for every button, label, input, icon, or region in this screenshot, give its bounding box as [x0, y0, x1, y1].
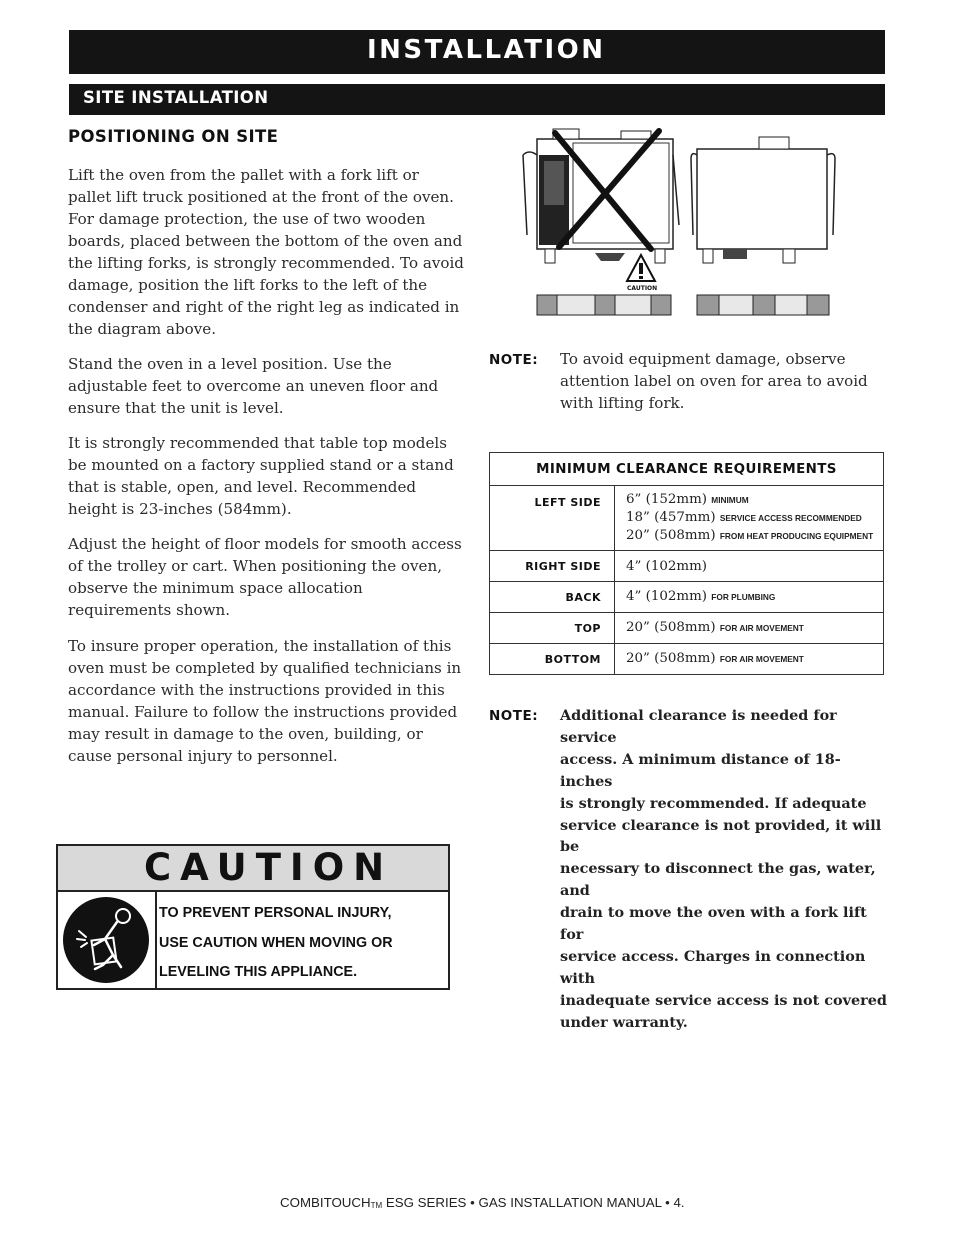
footer-brand: COMBITOUCH: [280, 1195, 371, 1210]
note2-line: inadequate service access is not covered: [560, 991, 887, 1009]
note2-line: is strongly recommended. If adequate: [560, 794, 867, 812]
table-row: [490, 551, 884, 582]
row-label: BOTTOM: [490, 644, 615, 675]
section-title: SITE INSTALLATION: [83, 88, 269, 107]
table-row: [490, 644, 884, 675]
section-title-bar: [69, 84, 885, 115]
paragraph-operation: To insure proper operation, the installation of this oven must be completed by qualified technicians in accordance with the instructions provided in this manual. Failure to follow the instructions provided may result in damage to the oven, building, or cause personal injury to personnel.: [68, 637, 462, 765]
note2-line: service access. Charges in connection with: [560, 947, 866, 987]
page-footer: [280, 1195, 685, 1210]
paragraph-level: Stand the oven in a level position. Use the adjustable feet to overcome an uneven floor and ensure that the unit is level.: [68, 355, 439, 417]
diagram-caution-label: CAUTION: [627, 285, 658, 292]
caution-line: LEVELING THIS APPLIANCE.: [159, 964, 358, 980]
note2-line: service clearance is not provided, it will be: [560, 816, 882, 856]
note2-text: [560, 705, 890, 1034]
footer-text: ESG SERIES • GAS INSTALLATION MANUAL • 4.: [382, 1195, 685, 1210]
row-value: [615, 551, 884, 582]
value-text: 20” (508mm): [626, 528, 716, 543]
row-label: RIGHT SIDE: [490, 551, 615, 582]
clearance-table: [489, 452, 884, 675]
note1-text: To avoid equipment damage, observe attention label on oven for area to avoid with lifting fork.: [560, 350, 868, 412]
note2-line: drain to move the oven with a fork lift for: [560, 904, 867, 944]
caution-line: TO PREVENT PERSONAL INJURY,: [159, 905, 392, 921]
row-label: LEFT SIDE: [490, 486, 615, 551]
caution-header: [58, 846, 448, 892]
caution-line: USE CAUTION WHEN MOVING OR: [159, 934, 393, 951]
paragraph-stand: It is strongly recommended that table top models be mounted on a factory supplied stand or a stand that is stable, open, and level. Recommended height is 23-inches (584mm).: [68, 434, 454, 518]
value-note: FOR AIR MOVEMENT: [719, 623, 804, 633]
row-value: [615, 644, 884, 675]
caution-icon-cell: [58, 890, 157, 988]
paragraph-height: Adjust the height of floor models for smooth access of the trolley or cart. When positioning the oven, observe the minimum space allocation requirements shown.: [68, 535, 462, 619]
caution-message: [159, 899, 439, 988]
positioning-heading: POSITIONING ON SITE: [68, 127, 279, 146]
row-label: BACK: [490, 582, 615, 613]
oven-forklift-diagram: [515, 125, 855, 325]
row-value: [615, 582, 884, 613]
note1-label: NOTE:: [489, 352, 539, 368]
value-text: 20” (508mm): [626, 620, 716, 635]
note2-line: necessary to disconnect the gas, water, and: [560, 860, 876, 900]
value-note: MINIMUM: [711, 495, 749, 505]
table-row: [490, 582, 884, 613]
row-label: TOP: [490, 613, 615, 644]
value-note: FROM HEAT PRODUCING EQUIPMENT: [719, 531, 874, 541]
value-text: 18” (457mm): [626, 510, 716, 525]
value-text: 4” (102mm): [626, 558, 708, 574]
table-row: [490, 613, 884, 644]
note2-line: under warranty.: [560, 1013, 688, 1031]
clearance-table-title: MINIMUM CLEARANCE REQUIREMENTS: [490, 453, 884, 486]
value-note: FOR AIR MOVEMENT: [719, 654, 804, 664]
value-text: 6” (152mm): [626, 492, 708, 507]
page-title: INSTALLATION: [367, 35, 606, 65]
person-lifting-box-icon: [61, 895, 151, 985]
caution-box: [56, 844, 450, 990]
note2-line: access. A minimum distance of 18-inches: [560, 750, 841, 790]
table-row: [490, 486, 884, 551]
value-note: FOR PLUMBING: [711, 592, 776, 602]
note2-line: Additional clearance is needed for service: [560, 707, 837, 746]
value-text: 20” (508mm): [626, 651, 716, 666]
row-value: [615, 613, 884, 644]
value-note: SERVICE ACCESS RECOMMENDED: [719, 513, 862, 523]
value-text: 4” (102mm): [626, 589, 708, 604]
caution-title: CAUTION: [144, 846, 394, 889]
footer-tm: TM: [370, 1201, 383, 1210]
page-title-bar: [69, 30, 885, 74]
row-value: [615, 486, 884, 551]
paragraph-lift: Lift the oven from the pallet with a fork lift or pallet lift truck positioned at the front of the oven. For damage protection, the use of two wooden boards, placed between the bottom of the oven and the lifting forks, is strongly recommended. To avoid damage, position the lift forks to the left of the condenser and right of the right leg as indicated in the diagram above.: [68, 166, 464, 338]
note2-label: NOTE:: [489, 708, 539, 724]
